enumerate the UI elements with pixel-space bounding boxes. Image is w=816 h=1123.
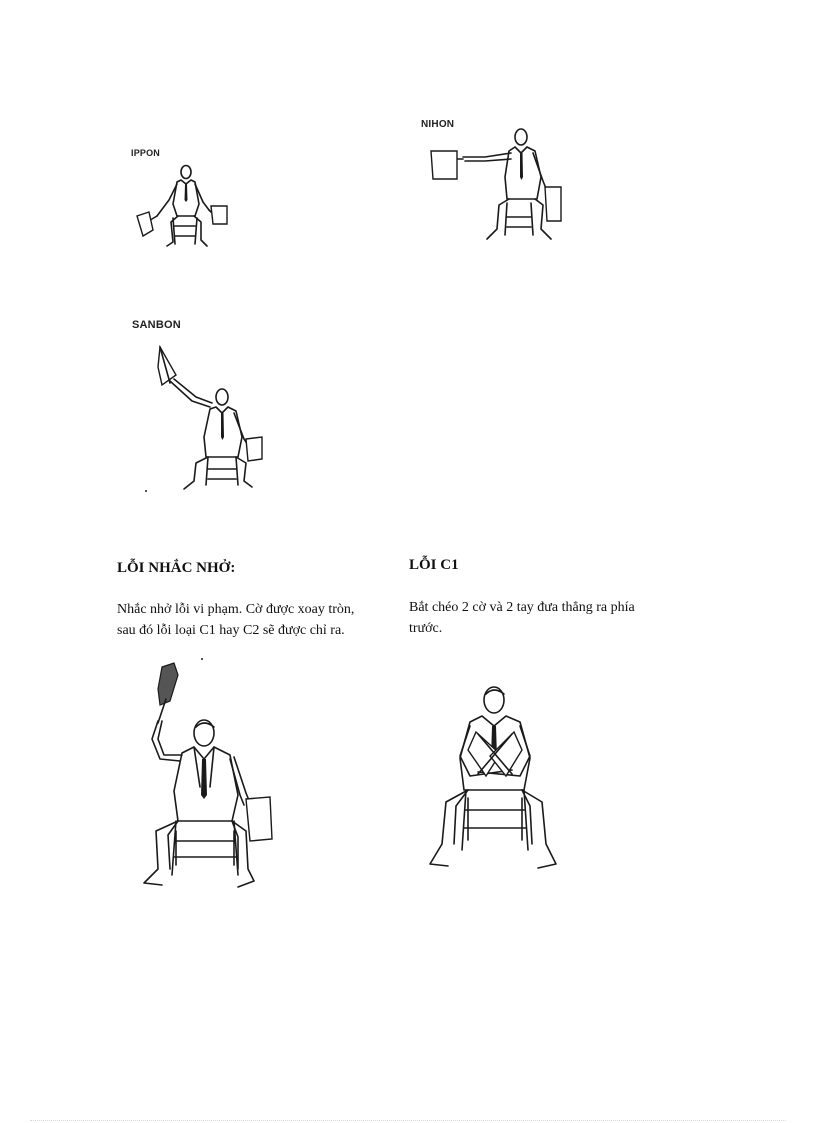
warning-heading: LỖI NHẮC NHỞ: xyxy=(117,560,236,576)
ippon-referee-illustration xyxy=(125,160,245,250)
warning-description xyxy=(117,599,397,641)
c1-description-line1: Bắt chéo 2 cờ và 2 tay đưa thẳng ra phía xyxy=(409,600,635,615)
warning-description-line1: Nhắc nhở lỗi vi phạm. Cờ được xoay tròn, xyxy=(117,602,355,617)
warning-description-line2: sau đó lỗi loại C1 hay C2 sẽ được chỉ ra. xyxy=(117,623,345,638)
ippon-caption: IPPON xyxy=(131,148,161,158)
nihon-referee-illustration xyxy=(425,125,575,245)
c1-description-line2: trước. xyxy=(409,621,443,636)
warning-referee-illustration xyxy=(130,655,290,895)
sanbon-referee-illustration xyxy=(140,345,280,495)
sanbon-caption: SANBON xyxy=(132,319,181,331)
nihon-caption: NIHON xyxy=(421,119,455,130)
page-bottom-border xyxy=(30,1120,786,1121)
c1-referee-illustration xyxy=(420,680,570,880)
c1-heading: LỖI C1 xyxy=(409,557,459,573)
c1-description xyxy=(409,597,699,639)
